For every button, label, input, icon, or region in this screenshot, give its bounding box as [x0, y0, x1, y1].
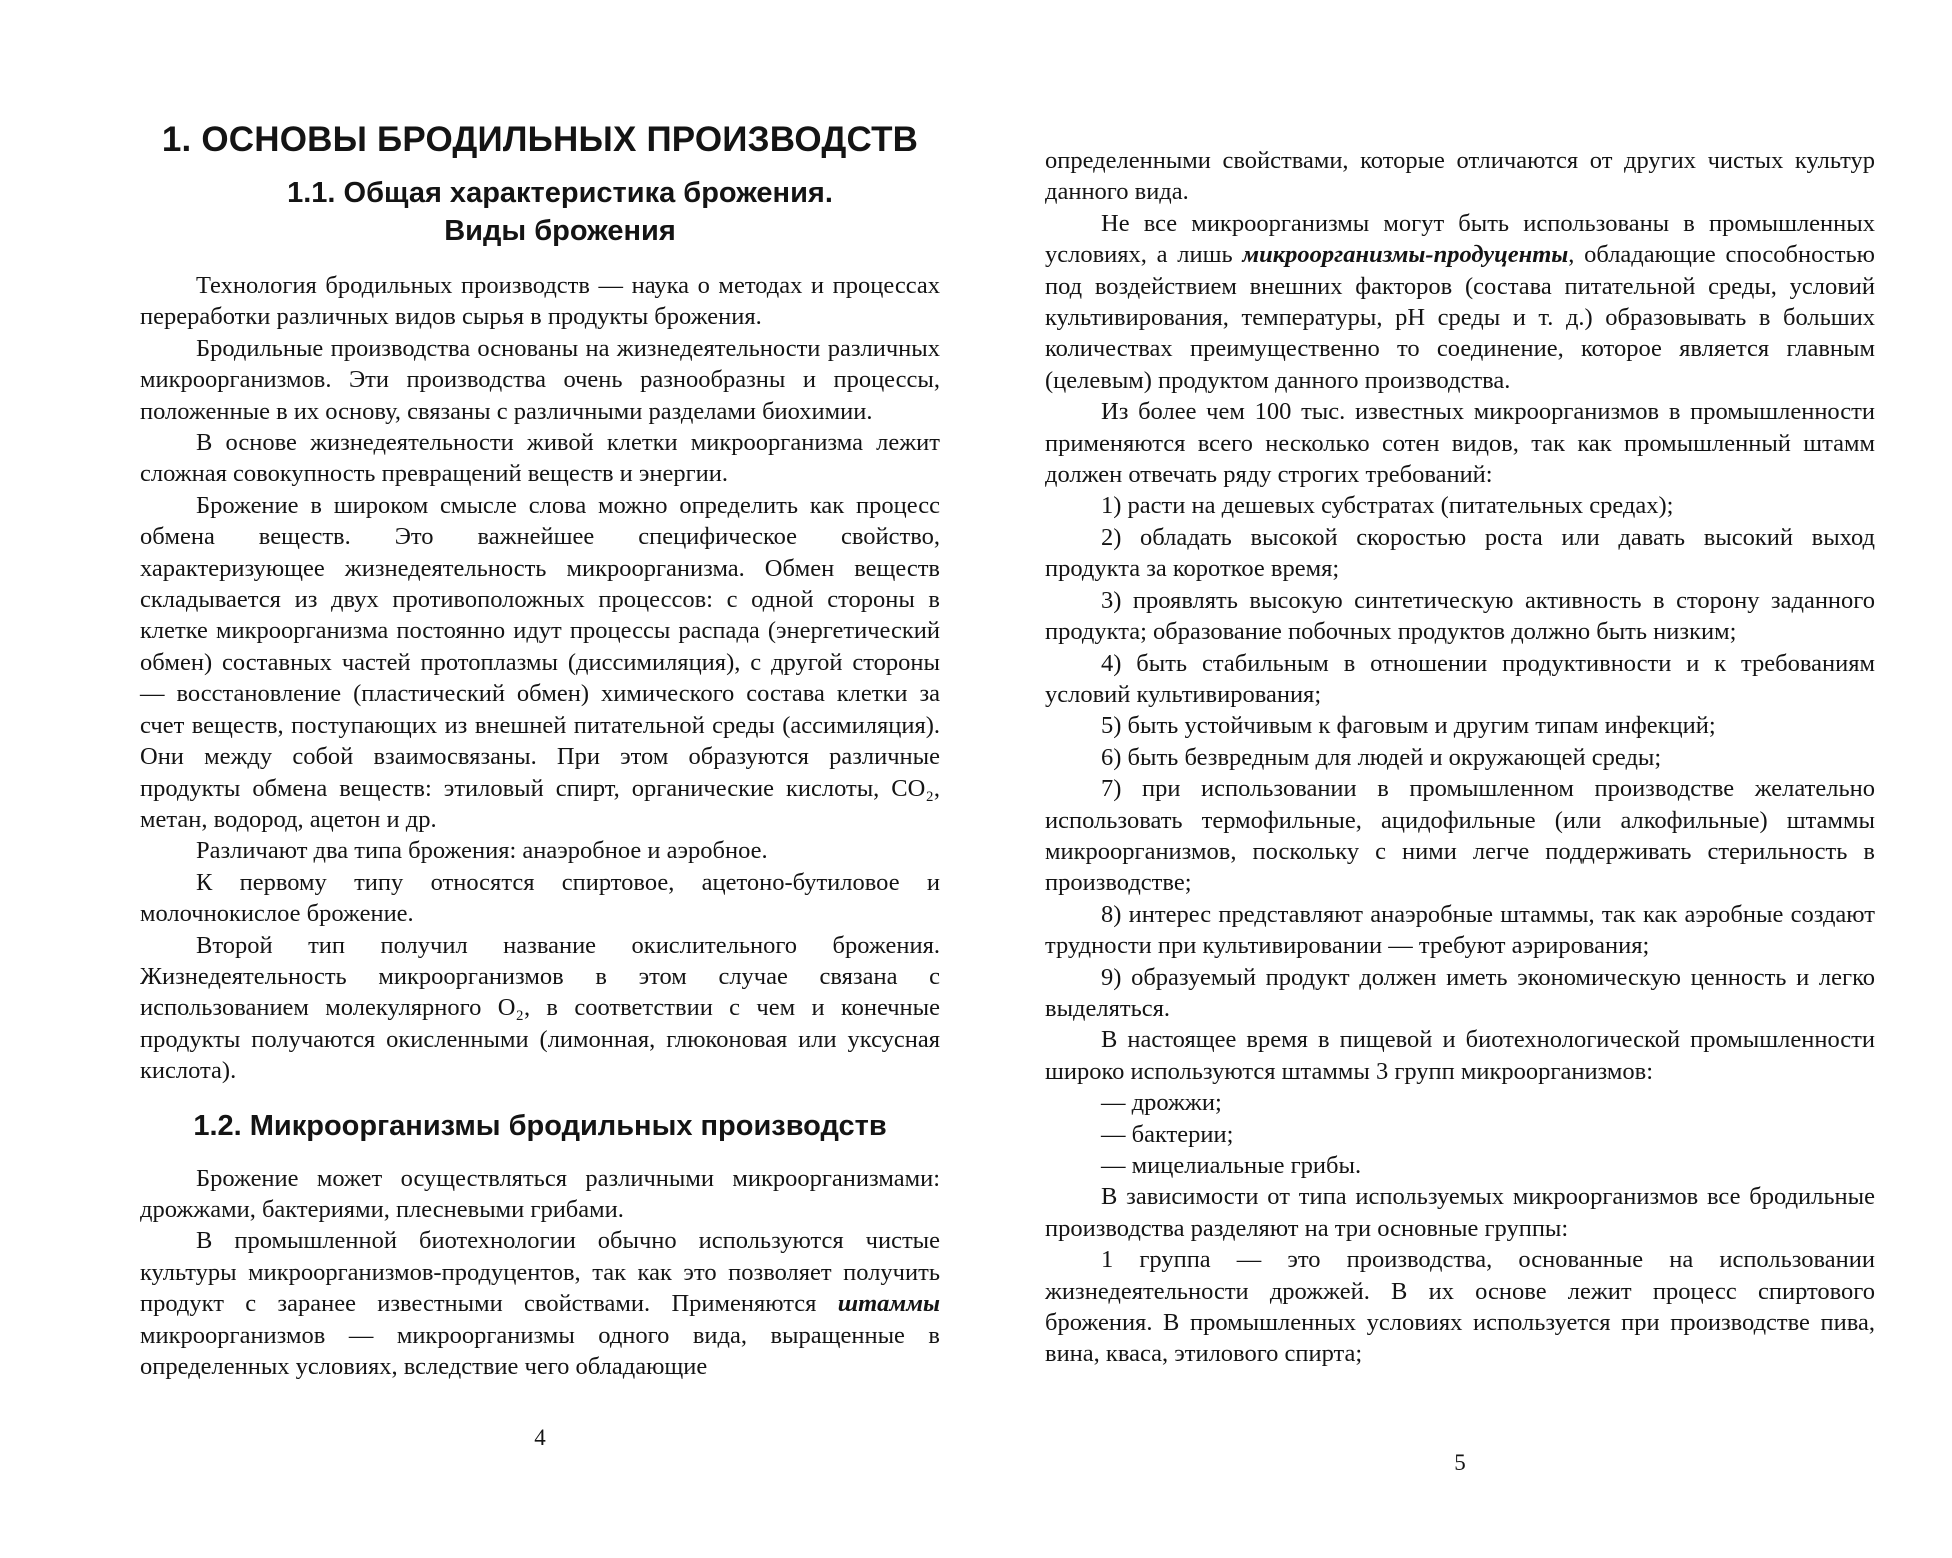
paragraph: Брожение может осуществляться различными микроорганизмами: дрожжами, бактериями, плесневыми грибами.	[140, 1164, 940, 1223]
paragraph: Из более чем 100 тыс. известных микроорганизмов в промышленности применяются всего несколько сотен видов, так как промышленный штамм должен отвечать ряду строгих требований:	[1045, 398, 1875, 489]
paragraph: В настоящее время в пищевой и биотехнологической промышленности широко используются штаммы 3 групп микроорганизмов:	[1045, 1026, 1875, 1085]
paragraph-text: микроорганизмов — микроорганизмы одного вида, выращенные в определенных условиях, вследствие чего обладающие	[140, 1321, 940, 1380]
list-item: 7) при использовании в промышленном производстве желательно использовать термофильные, ацидофильные (или алкофильные) штаммы микроорганизмов, поскольку с ними легче поддерживать стерильность в производстве;	[1045, 775, 1875, 897]
list-item: 6) быть безвредным для людей и окружающей среды;	[1101, 743, 1662, 771]
paragraph-text: , обладающие способностью под воздействием внешних факторов (состава питательной среды, условий культивирования, температуры, pH среды и т. д.) образовывать в больших количествах преимущественно то соединение, которое является главным (целевым) продуктом данного производства.	[1045, 241, 1875, 394]
paragraph-strains	[140, 1225, 940, 1382]
page-number-right: 5	[1454, 1450, 1466, 1475]
list-item: 9) образуемый продукт должен иметь экономическую ценность и легко выделяться.	[1045, 963, 1875, 1022]
right-page-text	[1045, 145, 1875, 1370]
list-item: 5) быть устойчивым к фаговым и другим типам инфекций;	[1101, 712, 1716, 740]
list-item: 3) проявлять высокую синтетическую активность в сторону заданного продукта; образование побочных продуктов должно быть низким;	[1045, 586, 1875, 646]
paragraph-text: В промышленной биотехнологии обычно используются чистые культуры микроорганизмов-продуцентов, так как это позволяет получить продукт с заранее известными свойствами. Применяются	[140, 1227, 940, 1318]
section-1-2-title: 1.2. Микроорганизмы бродильных производств	[193, 1109, 887, 1142]
list-item: — бактерии;	[1101, 1120, 1234, 1148]
paragraph: Различают два типа брожения: анаэробное и аэробное.	[196, 837, 768, 865]
list-item: 2) обладать высокой скоростью роста или давать высокий выход продукта за короткое время;	[1045, 523, 1875, 583]
term-producers: микроорганизмы-продуценты	[1242, 241, 1569, 269]
list-item: 8) интерес представляют анаэробные штаммы, так как аэробные создают трудности при культивировании — требуют аэрирования;	[1045, 900, 1875, 960]
section-1-1-title-line2: Виды брожения	[444, 215, 676, 247]
list-item: 4) быть стабильным в отношении продуктивности и к требованиям условий культивирования;	[1045, 649, 1875, 708]
term-strains: штаммы	[837, 1290, 941, 1318]
section-1-1-title	[140, 174, 940, 250]
paragraph: К первому типу относятся спиртовое, ацетоно-бутиловое и молочнокислое брожение.	[140, 868, 940, 928]
paragraph: В основе жизнедеятельности живой клетки микроорганизма лежит сложная совокупность превращений веществ и энергии.	[140, 429, 940, 488]
paragraph: Технология бродильных производств — наука о методах и процессах переработки различных видов сырья в продукты брожения.	[140, 272, 940, 331]
paragraph-producers	[1045, 208, 1875, 396]
list-item: — дрожжи;	[1101, 1089, 1222, 1117]
paragraph: Бродильные производства основаны на жизнедеятельности различных микроорганизмов. Эти производства очень разнообразны и процессы, положенные в их основу, связаны с различными разделами биохимии.	[140, 334, 940, 425]
paragraph-continuation: определенными свойствами, которые отличаются от других чистых культур данного вида.	[1045, 147, 1875, 206]
list-item: — мицелиальные грибы.	[1101, 1152, 1362, 1179]
paragraph: 1 группа — это производства, основанные на использовании жизнедеятельности дрожжей. В их основе лежит процесс спиртового брожения. В промышленных условиях используется при производстве пива, вина, кваса, этилового спирта;	[1045, 1246, 1875, 1368]
paragraph-text: Не все микроорганизмы могут быть использованы в промышленных условиях, а лишь	[1045, 209, 1875, 269]
paragraph: Второй тип получил название окислительного брожения. Жизнедеятельность микроорганизмов в этом случае связана с использованием молекулярного O₂, в соответствии с чем и конечные продукты получаются окисленными (лимонная, глюконовая или уксусная кислота).	[140, 931, 940, 1085]
paragraph: В зависимости от типа используемых микроорганизмов все бродильные производства разделяют на три основные группы:	[1045, 1183, 1875, 1242]
page-number-left: 4	[534, 1425, 546, 1450]
list-item: 1) расти на дешевых субстратах (питательных средах);	[1101, 492, 1674, 520]
paragraph: Брожение в широком смысле слова можно определить как процесс обмена веществ. Это важнейшее специфическое свойство, характеризующее жизнедеятельность микроорганизма. Обмен веществ складывается из двух противоположных процессов: с одной стороны в клетке микроорганизма постоянно идут процессы распада (энергетический обмен) составных частей протоплазмы (диссимиляция), с другой стороны — восстановление (пластический обмен) химического состава клетки за счет веществ, поступающих из внешней питательной среды (ассимиляция). Они между собой взаимосвязаны. При этом образуются различные продукты обмена веществ: этиловый спирт, органические кислоты, CO₂, метан, водород, ацетон и др.	[140, 491, 940, 833]
left-page-text	[140, 118, 940, 1382]
left-page	[140, 0, 940, 1558]
section-1-1-title-line1: 1.1. Общая характеристика брожения.	[287, 177, 833, 209]
chapter-title: 1. ОСНОВЫ БРОДИЛЬНЫХ ПРОИЗВОДСТВ	[161, 120, 919, 159]
right-page	[1045, 0, 1875, 1558]
